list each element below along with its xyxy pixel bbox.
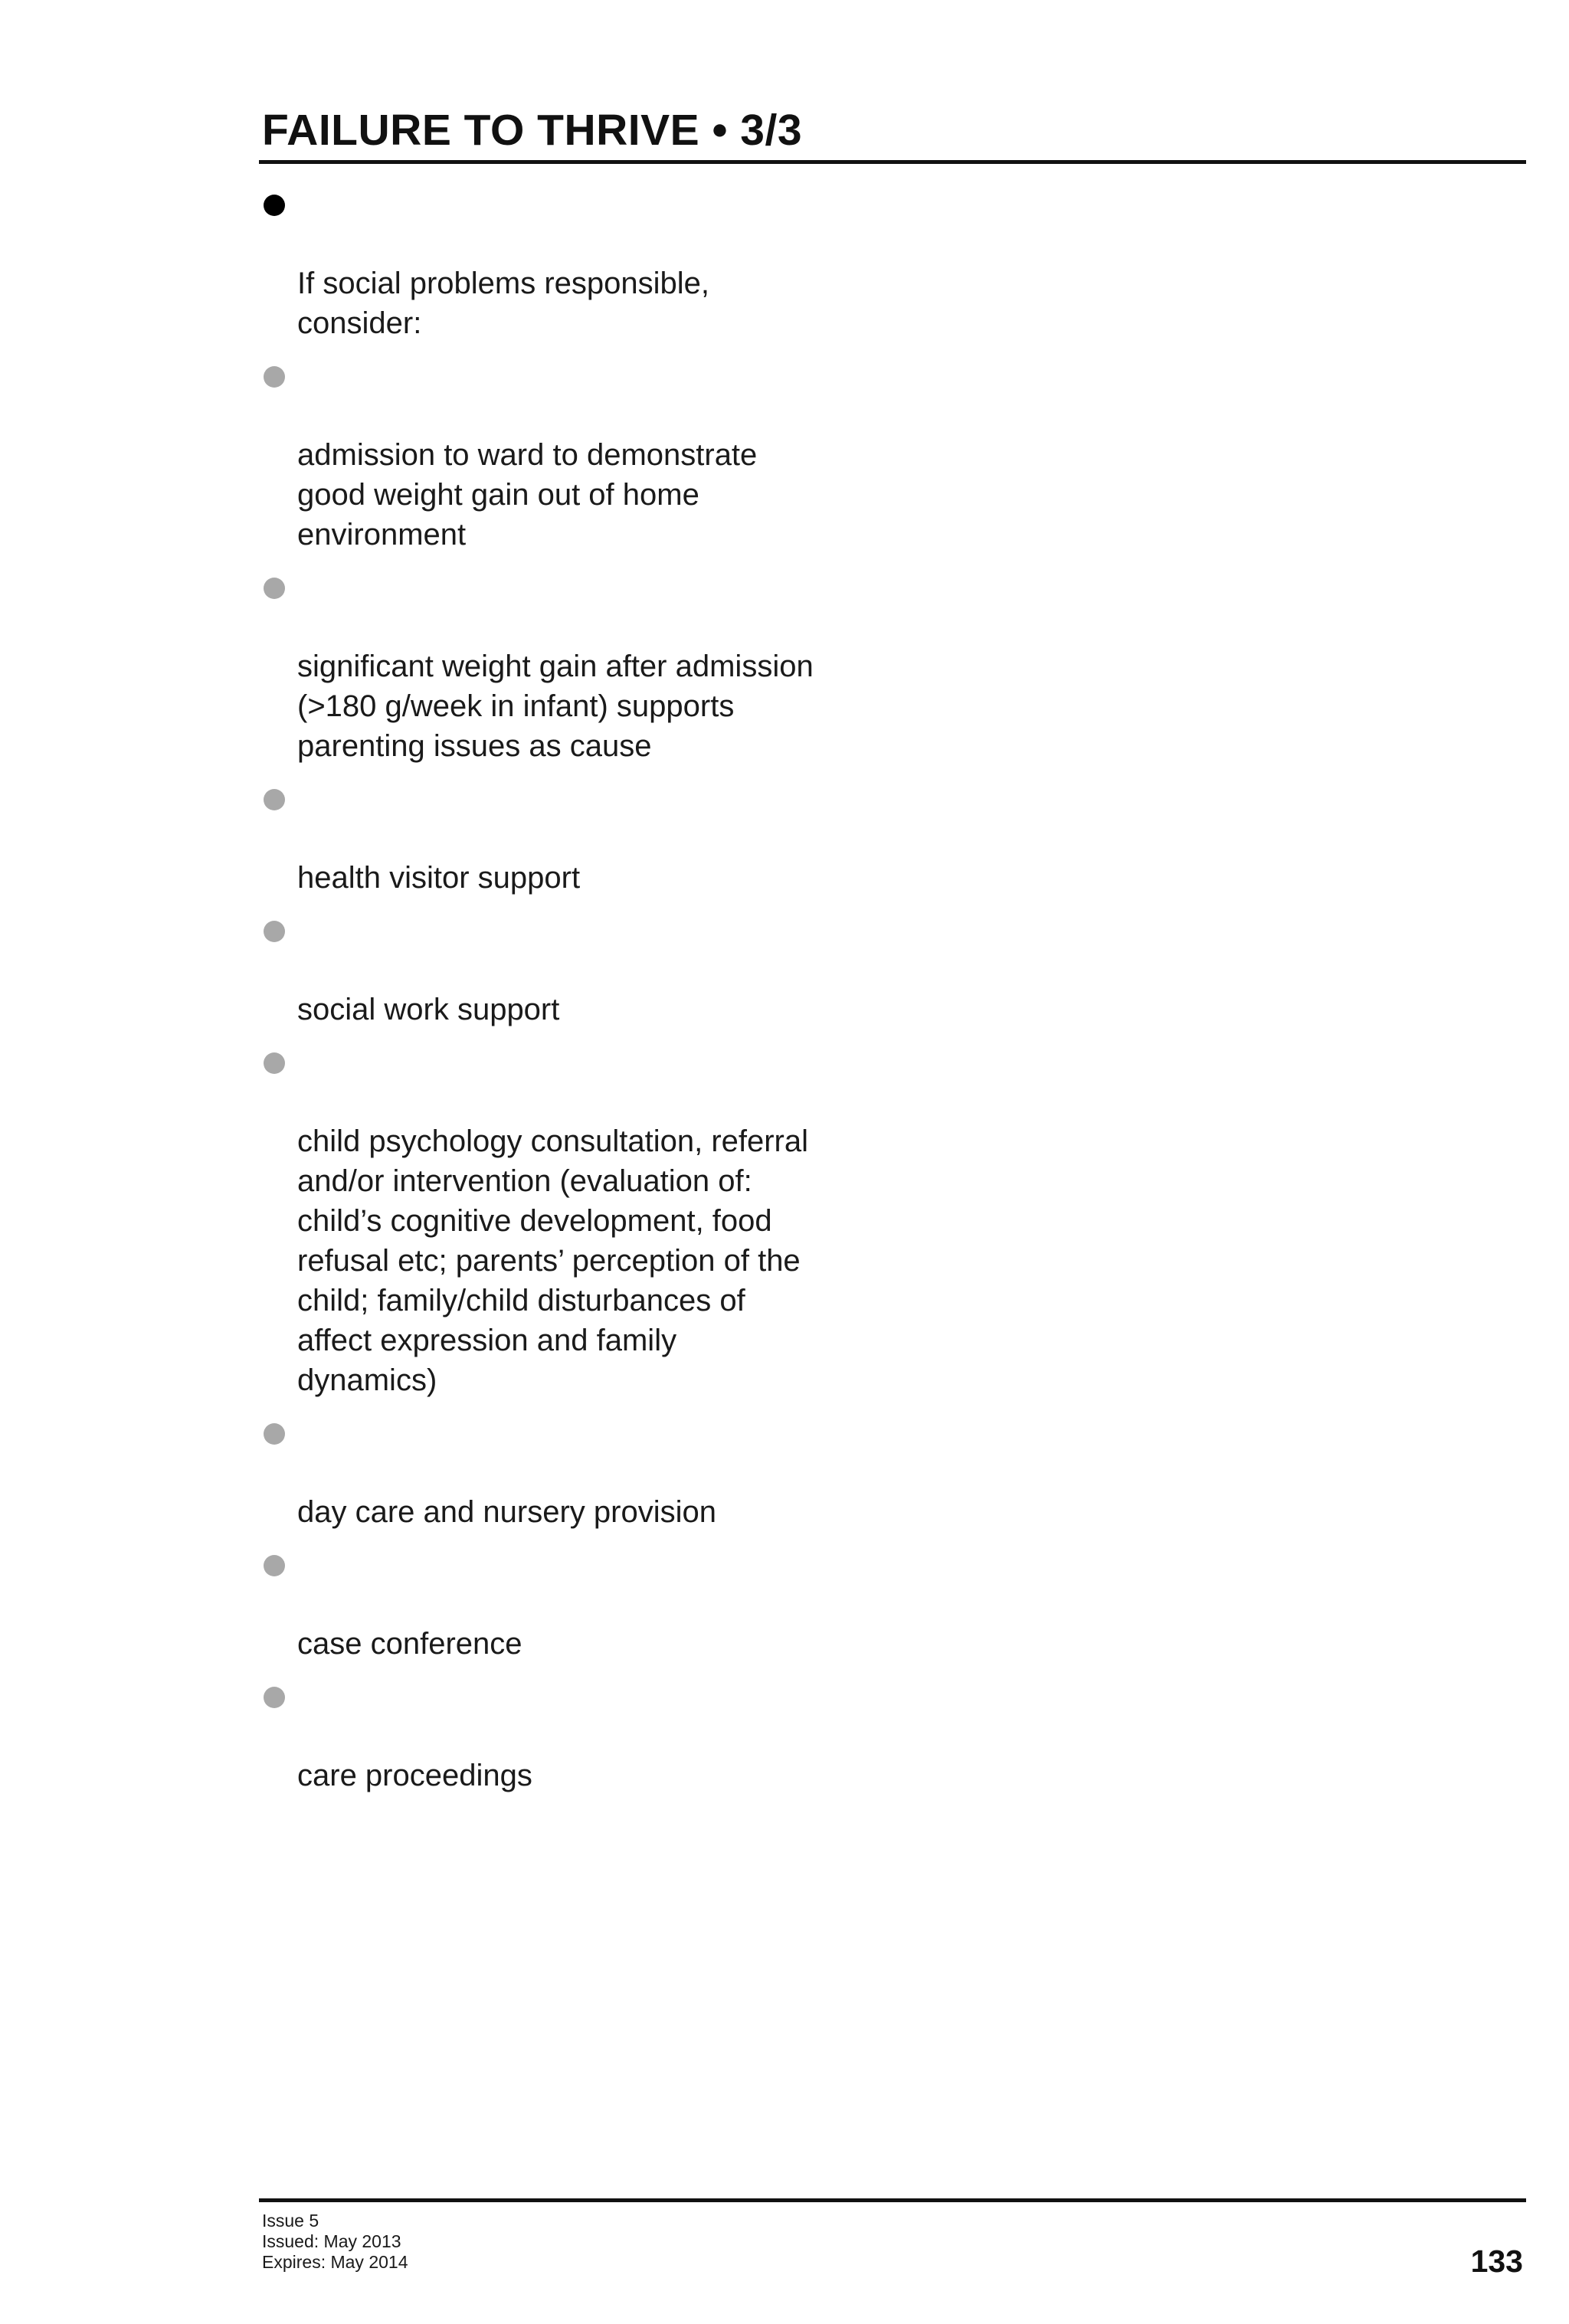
expiry-date: Expires: May 2014	[262, 2252, 408, 2272]
list-item-text: day care and nursery provision	[297, 1495, 716, 1529]
list-item	[264, 1412, 953, 1532]
list-item-text: admission to ward to demonstrate good weight gain out of home environment	[297, 438, 758, 552]
list-item-text: If social problems responsible, consider:	[297, 267, 710, 340]
black-bullet-icon	[264, 195, 285, 216]
list-item	[264, 1676, 953, 1795]
list-item-text: social work support	[297, 993, 560, 1026]
grey-bullet-icon	[264, 1052, 285, 1074]
list-item	[264, 778, 953, 898]
title-divider	[259, 160, 1526, 164]
list-item	[264, 1042, 953, 1400]
list-item-text: case conference	[297, 1627, 522, 1661]
grey-bullet-icon	[264, 921, 285, 942]
list-item	[264, 355, 953, 555]
list-item	[264, 910, 953, 1029]
grey-bullet-icon	[264, 1423, 285, 1445]
list-item-text: significant weight gain after admission (>180 g/week in infant) supports parenting issues as cause	[297, 650, 814, 763]
list-item-text: child psychology consultation, referral and/or intervention (evaluation of: child’s cognitive development, food refusal etc; parents’ perception of the child; family/child disturbances of affect expression and family dynamics)	[297, 1124, 809, 1397]
grey-bullet-icon	[264, 789, 285, 810]
list-item	[264, 1544, 953, 1664]
list-item-text: health visitor support	[297, 861, 581, 895]
list-item	[264, 567, 953, 766]
list-item-text: care proceedings	[297, 1759, 532, 1792]
list-item-main	[264, 184, 953, 343]
bullet-list	[264, 184, 953, 1808]
issued-date: Issued: May 2013	[262, 2231, 401, 2251]
footer-info	[262, 2211, 408, 2273]
issue-number: Issue 5	[262, 2211, 319, 2231]
grey-bullet-icon	[264, 578, 285, 599]
grey-bullet-icon	[264, 1555, 285, 1576]
grey-bullet-icon	[264, 1687, 285, 1708]
footer-divider	[259, 2198, 1526, 2202]
page-title: FAILURE TO THRIVE • 3/3	[262, 106, 803, 155]
grey-bullet-icon	[264, 366, 285, 388]
page-number: 133	[1470, 2244, 1523, 2279]
